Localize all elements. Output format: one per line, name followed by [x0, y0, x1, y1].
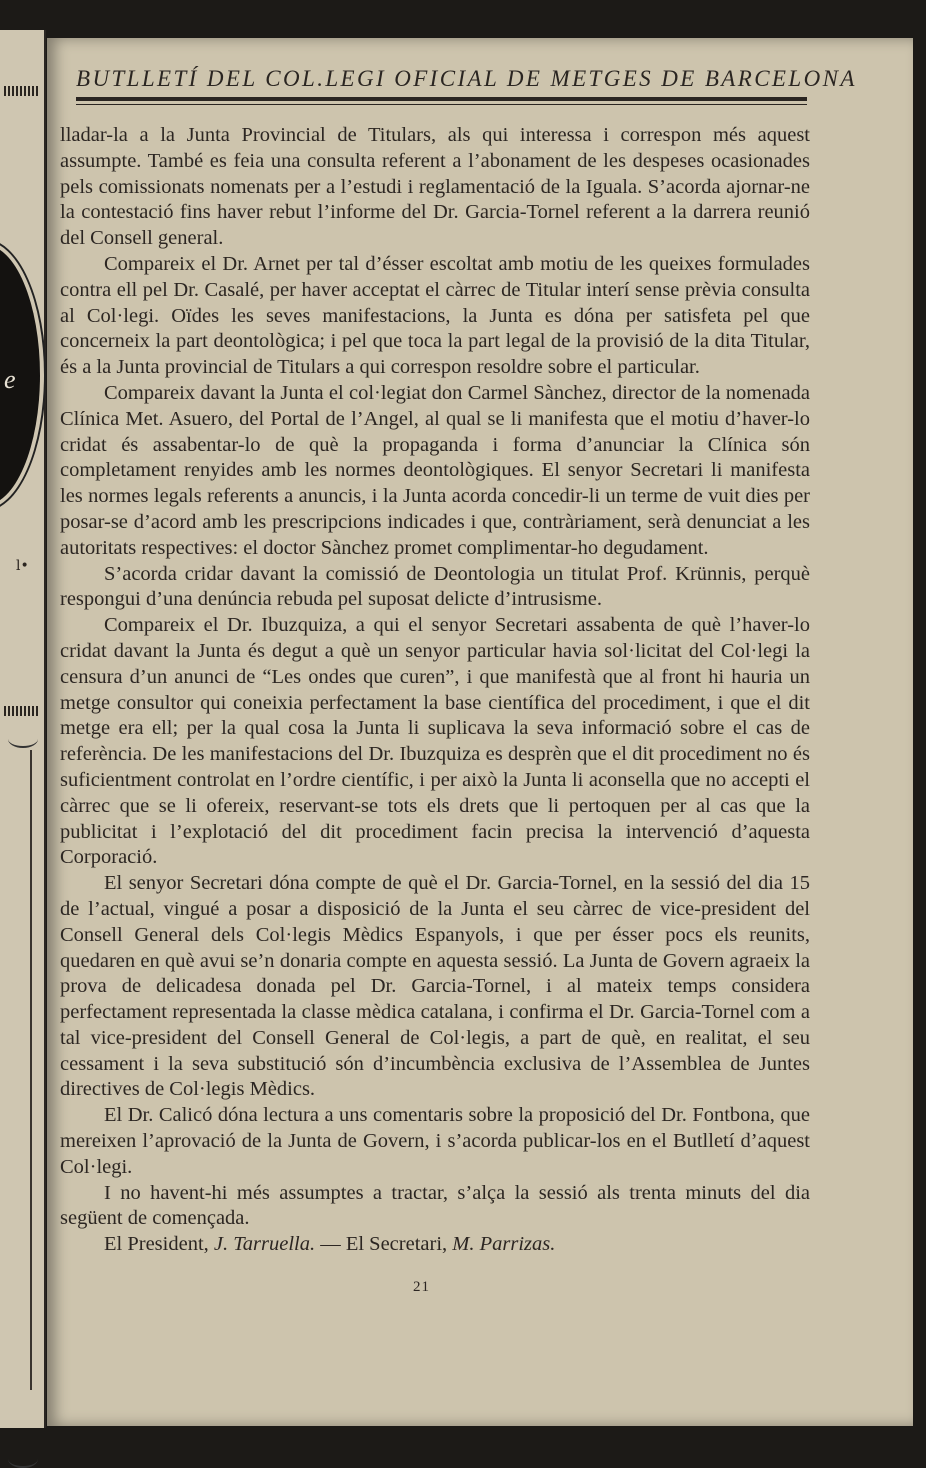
paragraph: S’acorda cridar davant la comissió de Deontologia un titulat Prof. Krünnis, perquè respongui d’una denúncia rebuda pel suposat delicte d’intrusisme. — [60, 562, 810, 611]
secretary-label: — El Secretari, — [320, 1233, 448, 1256]
secretary-name: M. Parrizas. — [452, 1233, 556, 1256]
facing-page-border — [8, 730, 38, 748]
facing-page-hatch — [4, 86, 38, 96]
president-name: J. Tarruella. — [213, 1233, 316, 1256]
header-rule — [76, 97, 807, 101]
facing-page-hatch — [4, 706, 38, 716]
article-body — [60, 123, 810, 1258]
paragraph: Compareix davant la Junta el col·legiat don Carmel Sànchez, director de la nomenada Clínica Met. Asuero, del Portal de l’Angel, al qual se li manifesta que el motiu d’haver-lo cridat és assabentar-lo de què la propaganda i forma d’anunciar la Clínica són completament renyides amb les normes deontològiques. El senyor Secretari li manifesta les normes legals referents a anuncis, i la Junta acorda concedir-li un terme de vuit dies per posar-se d’acord amb les prescripcions indicades i que, contràriament, serà denunciat a les autoritats respectives: el doctor Sànchez promet complimentar-ho degudament. — [60, 381, 810, 559]
paragraph: Compareix el Dr. Ibuzquiza, a qui el senyor Secretari assabenta de què l’haver-lo cridat davant la Junta és degut a què un senyor particular havia sol·licitat del Col·legi la censura d’un anunci de “Les ondes que curen”, i que manifestà que al front hi hauria un metge consultor qui coneixia perfectament la base científica del procediment, i que el dit metge era ell; per la qual cosa la Junta li suplicava la seva informació sobre el cas de referència. De les manifestacions del Dr. Ibuzquiza es desprèn que el dit procediment no és suficientment controlat en l’ordre científic, i per això la Junta li aconsella que no accepti el càrrec que se li ofereix, reservant-se tots els drets que li pertoquen per al cas que la publicitat i l’explotació del dit procediment facin precisa la intervenció d’aquesta Corporació. — [60, 614, 810, 869]
president-label: El President, — [104, 1233, 209, 1256]
paragraph: El senyor Secretari dóna compte de què el Dr. Garcia-Tornel, en la sessió del dia 15 de l’actual, vingué a posar a disposició de la Junta el seu càrrec de vice-president del Consell General dels Col·legis Mèdics Espanyols, i que per ésser pocs els reunits, quedaren en què avui se’n donaria compte en aquesta sessió. La Junta de Govern agraeix la prova de delicadesa donada pel Dr. Garcia-Tornel, i al mateix temps considera perfectament representada la classe mèdica catalana, i confirma el Dr. Garcia-Tornel com a tal vice-president del Consell General de Col·legis, a part de què, en realitat, el seu cessament i la seva substitució són d’incumbència exclusiva de l’Assemblea de Juntes directives de Col·legis Mèdics. — [60, 872, 810, 1101]
page-number: 21 — [413, 1279, 430, 1295]
facing-page-fragment: l• — [16, 558, 29, 574]
facing-page-edge — [0, 30, 46, 1428]
facing-page-border — [8, 1450, 38, 1468]
facing-page-fragment: e — [4, 365, 16, 394]
header-rule — [76, 104, 807, 105]
paragraph: Compareix el Dr. Arnet per tal d’ésser escoltat amb motiu de les queixes formulades contra ell pel Dr. Casalé, per haver acceptat el càrrec de Titular interí sense prèvia consulta al Col·legi. Oïdes les seves manifestacions, la Junta es dóna per satisfeta pel que concerneix la part deontològica; i pel que toca la part legal de la provisió de la dita Titular, és a la Junta provincial de Titulars a qui correspon resoldre sobre el particular. — [60, 252, 810, 379]
paragraph: El Dr. Calicó dóna lectura a uns comentaris sobre la proposició del Dr. Fontbona, que mereixen l’aprovació de la Junta de Govern, i s’acorda publicar-los en el Butlletí d’aquest Col·legi. — [60, 1104, 810, 1178]
paragraph: I no havent-hi més assumptes a tractar, s’alça la sessió als trenta minuts del dia següent de començada. — [60, 1181, 810, 1230]
paragraph: lladar-la a la Junta Provincial de Titulars, als qui interessa i correspon més aquest assumpte. També es feia una consulta referent a l’abonament de les despeses ocasionades pels comissionats nomenats per a l’estudi i reglamentació de la Iguala. S’acorda ajornar-ne la contestació fins haver rebut l’informe del Dr. Garcia-Tornel referent a la darrera reunió del Consell general. — [60, 124, 810, 250]
running-header: BUTLLETÍ DEL COL.LEGI OFICIAL DE METGES DE BARCELONA — [76, 66, 857, 91]
facing-page-border — [30, 750, 32, 1390]
signature-line — [60, 1232, 810, 1258]
